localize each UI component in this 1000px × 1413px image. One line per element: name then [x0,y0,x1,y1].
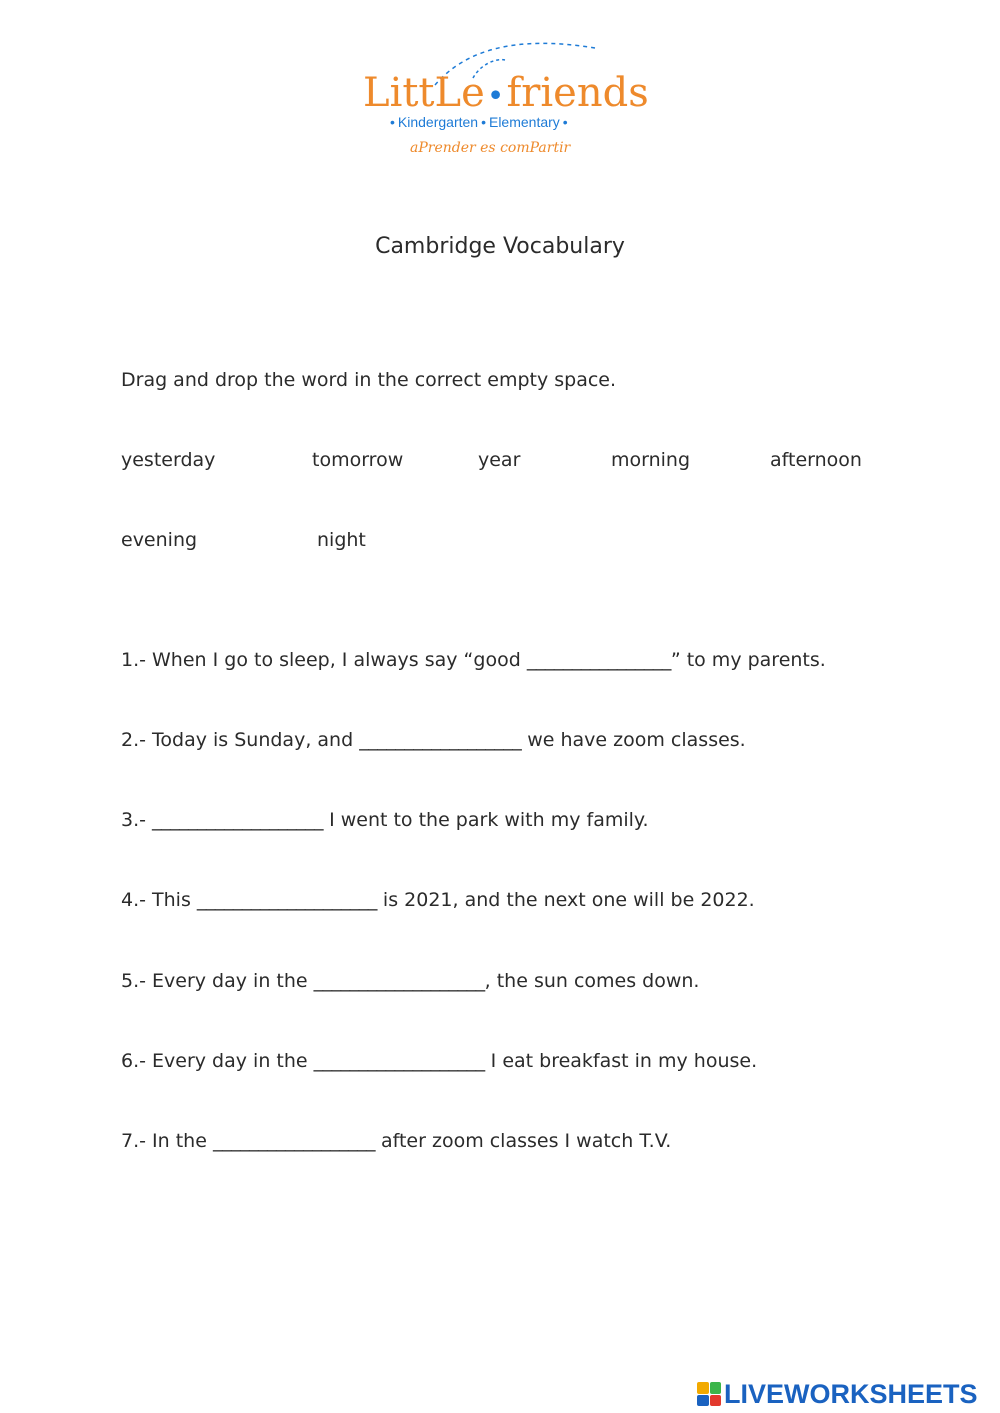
question-4 [121,889,755,911]
logo-subtitle-1: Kindergarten [397,114,479,130]
word-bank-item[interactable]: evening [121,529,198,551]
question-text: is 2021, and the next one will be 2022. [376,889,755,911]
logo-subtitle [387,114,571,130]
word-bank-item[interactable]: tomorrow [312,449,404,471]
page-title: Cambridge Vocabulary [375,234,625,259]
logo-name [363,70,649,116]
answer-blank[interactable]: __________________ [212,1130,375,1152]
watermark-text: LIVEWORKSHEETS [724,1378,978,1409]
logo-name-part2: friends [506,70,649,116]
answer-blank[interactable]: ____________________ [196,889,377,911]
answer-blank[interactable]: ___________________ [313,970,485,992]
word-bank-item[interactable]: night [317,529,366,551]
question-text: 4.- This [121,889,197,911]
question-text: we have zoom classes. [521,729,746,751]
bullet-icon: • [562,114,568,130]
question-6 [121,1050,757,1072]
question-7 [121,1130,671,1152]
question-text: ” to my parents. [670,649,826,671]
question-2 [121,729,746,751]
question-3 [121,809,648,831]
logo-subtitle-2: Elementary [488,114,560,130]
word-bank-item[interactable]: afternoon [770,449,862,471]
question-5 [121,970,699,992]
question-text: after zoom classes I watch T.V. [374,1130,672,1152]
question-text: 6.- Every day in the [121,1050,314,1072]
logo-name-part1: LittLe [363,70,485,116]
question-1 [121,649,826,671]
answer-blank[interactable]: ________________ [526,649,671,671]
answer-blank[interactable]: __________________ [359,729,522,751]
answer-blank[interactable]: ___________________ [313,1050,485,1072]
question-text: I eat breakfast in my house. [484,1050,758,1072]
question-text: 1.- When I go to sleep, I always say “good [121,649,527,671]
question-text: 5.- Every day in the [121,970,314,992]
question-text: 3.- [121,809,153,831]
logo-dot-icon: • [486,79,505,114]
bullet-icon: • [390,114,395,130]
logo-tagline: aPrender es comPartir [410,140,571,156]
word-bank-item[interactable]: yesterday [121,449,216,471]
instruction-text: Drag and drop the word in the correct empty space. [121,369,617,391]
bullet-icon: • [481,114,486,130]
question-text: 2.- Today is Sunday, and [121,729,360,751]
question-text: , the sun comes down. [484,970,700,992]
liveworksheets-watermark [697,1380,978,1408]
question-text: 7.- In the [121,1130,213,1152]
school-logo [355,30,649,165]
word-bank-item[interactable]: year [478,449,521,471]
liveworksheets-logo-icon [697,1382,721,1406]
answer-blank[interactable]: ___________________ [152,809,324,831]
question-text: I went to the park with my family. [323,809,649,831]
word-bank-item[interactable]: morning [611,449,691,471]
